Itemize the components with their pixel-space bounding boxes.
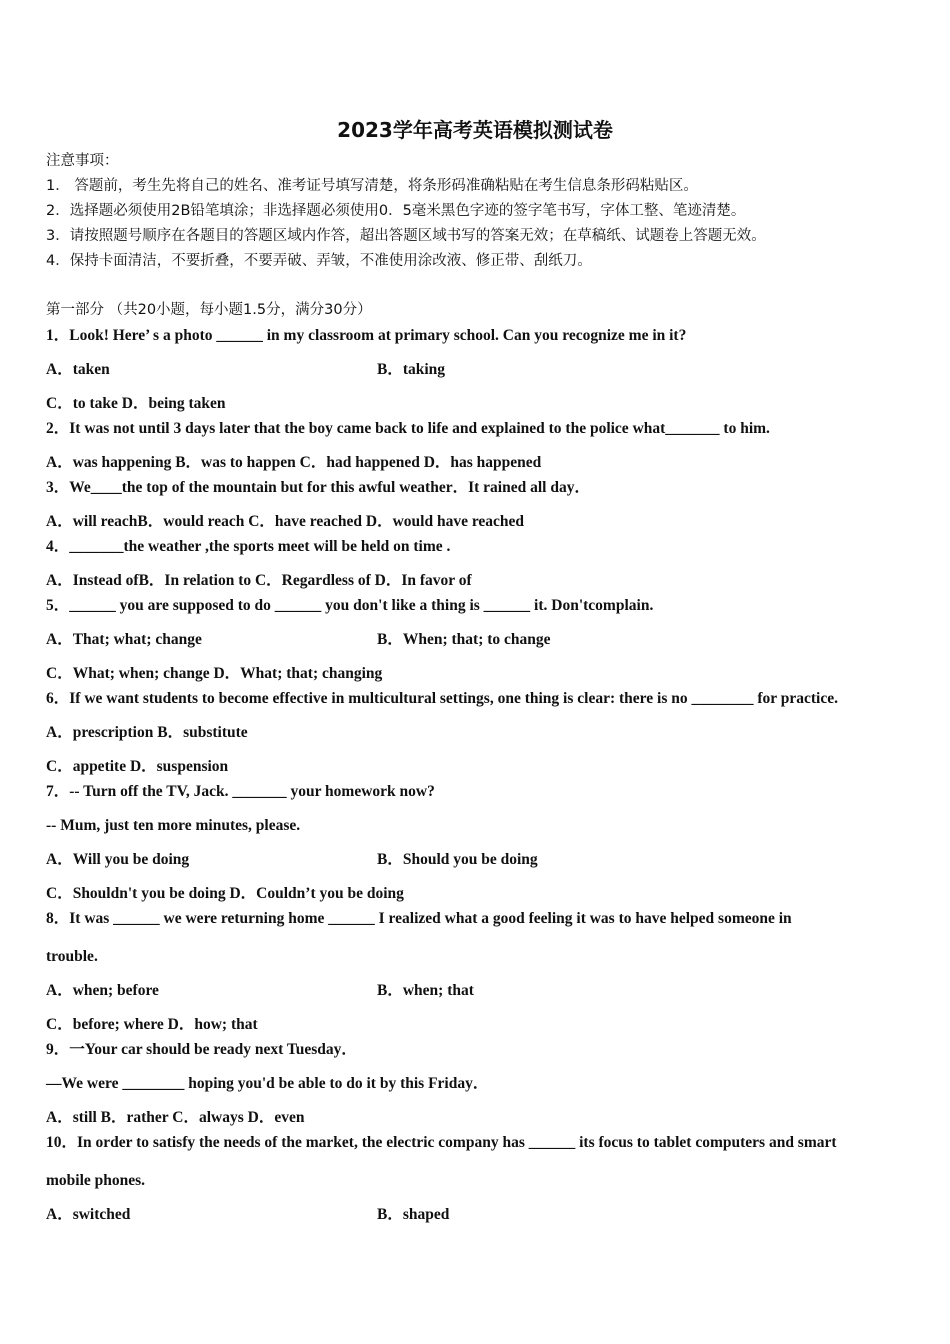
dialogue-reply: -- Mum, just ten more minutes, please. xyxy=(46,817,301,834)
question-stem: 2．It was not until 3 days later that the boy came back to life and explained to the police what_______ to him. xyxy=(46,420,770,437)
option-a: A．taken xyxy=(46,361,110,378)
note-item: 2．选择题必须使用2B铅笔填涂；非选择题必须使用0．5毫米黑色字迹的签字笔书写，字体工整、笔迹清楚。 xyxy=(46,203,746,219)
option-b: B．taking xyxy=(377,361,446,378)
option-b: B．when; that xyxy=(377,982,474,999)
notes-heading: 注意事项： xyxy=(46,153,119,169)
section-heading: 第一部分 （共20小题，每小题1.5分，满分30分） xyxy=(46,302,372,318)
options-row: A．was happening B．was to happen C．had happened D．has happened xyxy=(46,454,542,471)
question-stem: 5．______ you are supposed to do ______ you don't like a thing is ______ it. Don'tcomplain. xyxy=(46,597,654,614)
option-a: A．switched xyxy=(46,1206,131,1223)
options-cd: C．Shouldn't you be doing D．Couldn’t you be doing xyxy=(46,885,404,902)
question-stem: 8．It was ______ we were returning home ______ I realized what a good feeling it was to have helped someone in xyxy=(46,910,792,927)
options-row: A．will reachB．would reach C．have reached D．would have reached xyxy=(46,513,525,530)
note-item: 4．保持卡面清洁，不要折叠，不要弄破、弄皱，不准使用涂改液、修正带、刮纸刀。 xyxy=(46,253,592,269)
options-ab: A．prescription B．substitute xyxy=(46,724,248,741)
option-a: A．when; before xyxy=(46,982,159,999)
options-cd: C．What; when; change D．What; that; changing xyxy=(46,665,383,682)
options-cd: C．before; where D．how; that xyxy=(46,1016,258,1033)
option-b: B．shaped xyxy=(377,1206,450,1223)
note-item: 3．请按照题号顺序在各题目的答题区域内作答，超出答题区域书写的答案无效；在草稿纸、试题卷上答题无效。 xyxy=(46,228,766,244)
note-item: 1． 答题前，考生先将自己的姓名、准考证号填写清楚，将条形码准确粘贴在考生信息条形码粘贴区。 xyxy=(46,178,698,194)
question-stem: 4．_______the weather ,the sports meet will be held on time . xyxy=(46,538,451,555)
option-a: A．That; what; change xyxy=(46,631,202,648)
options-row: A．Instead ofB．In relation to C．Regardless of D．In favor of xyxy=(46,572,472,589)
question-stem: 9．一Your car should be ready next Tuesday． xyxy=(46,1041,357,1058)
question-stem: 6．If we want students to become effective in multicultural settings, one thing is clear: there is no ________ for practice. xyxy=(46,690,838,707)
question-stem: 1．Look! Here’ s a photo ______ in my classroom at primary school. Can you recognize me in it? xyxy=(46,327,687,344)
option-b: B．Should you be doing xyxy=(377,851,538,868)
question-stem-cont: trouble. xyxy=(46,948,98,965)
question-stem: 10．In order to satisfy the needs of the market, the electric company has ______ its focus to tablet computers and smart xyxy=(46,1134,837,1151)
exam-title: 2023学年高考英语模拟测试卷 xyxy=(337,118,613,142)
dialogue-reply: —We were ________ hoping you'd be able to do it by this Friday． xyxy=(46,1075,489,1092)
options-row: A．still B．rather C．always D．even xyxy=(46,1109,305,1126)
option-b: B．When; that; to change xyxy=(377,631,551,648)
options-cd: C．to take D．being taken xyxy=(46,395,226,412)
question-stem: 3．We____the top of the mountain but for this awful weather．It rained all day． xyxy=(46,479,590,496)
options-cd: C．appetite D．suspension xyxy=(46,758,229,775)
question-stem: 7．-- Turn off the TV, Jack. _______ your homework now? xyxy=(46,783,435,800)
option-a: A．Will you be doing xyxy=(46,851,190,868)
question-stem-cont: mobile phones. xyxy=(46,1172,146,1189)
